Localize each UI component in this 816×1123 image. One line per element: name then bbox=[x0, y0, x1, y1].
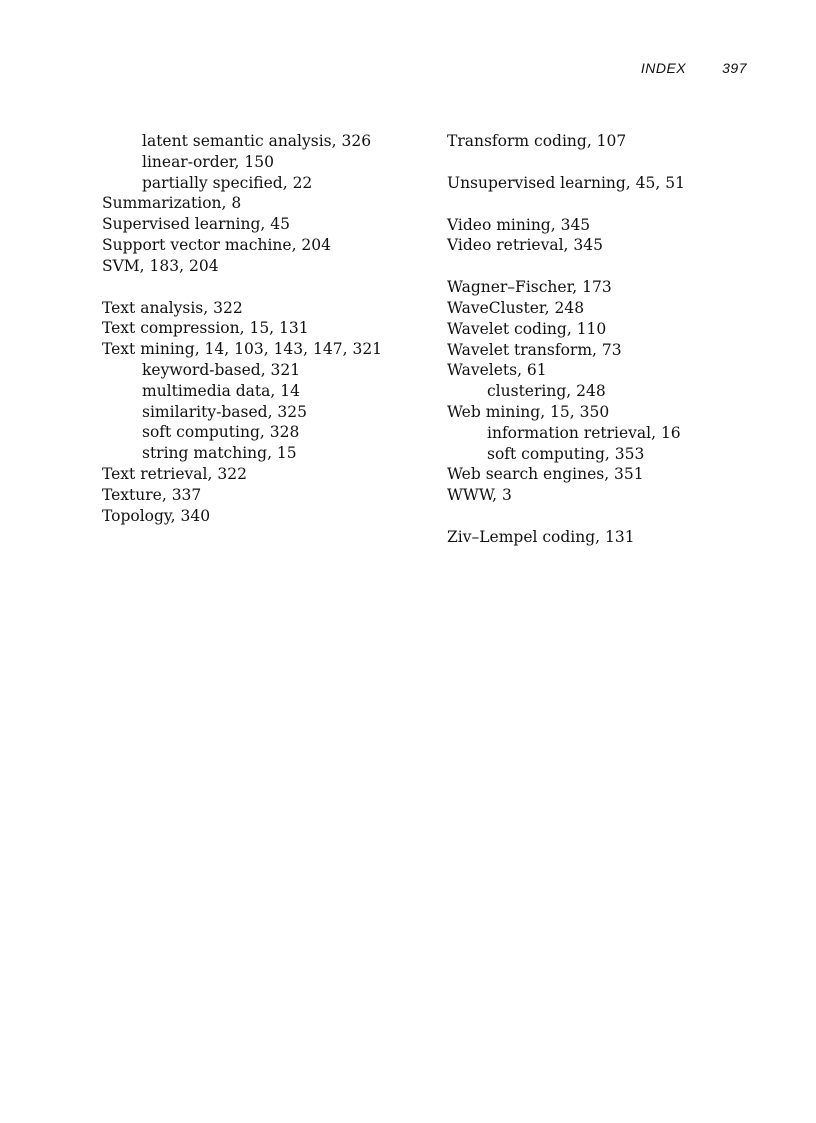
index-entry: Texture, 337 bbox=[102, 485, 202, 504]
index-entry: Wavelets, 61 bbox=[447, 361, 547, 380]
index-entry: Summarization, 8 bbox=[102, 194, 242, 213]
section-title: INDEX bbox=[640, 60, 687, 76]
index-subentry: keyword-based, 321 bbox=[142, 360, 301, 379]
index-entry: Wavelet transform, 73 bbox=[447, 340, 622, 359]
index-entry: Text analysis, 322 bbox=[102, 298, 243, 317]
index-entry: Support vector machine, 204 bbox=[102, 235, 332, 254]
index-subentry: multimedia data, 14 bbox=[142, 381, 300, 400]
index-entry: Wavelet coding, 110 bbox=[447, 319, 607, 338]
index-entry: Supervised learning, 45 bbox=[102, 215, 290, 234]
index-entry: Wagner–Fischer, 173 bbox=[447, 278, 612, 297]
index-subentry: similarity-based, 325 bbox=[142, 402, 308, 421]
index-column-left bbox=[102, 131, 382, 526]
index-entry: Web search engines, 351 bbox=[447, 465, 644, 484]
index-subentry: linear-order, 150 bbox=[142, 152, 274, 171]
index-entry: Topology, 340 bbox=[102, 506, 211, 525]
index-entry: WWW, 3 bbox=[447, 486, 512, 505]
index-subentry: clustering, 248 bbox=[487, 382, 606, 401]
index-column-right bbox=[447, 131, 685, 548]
index-entry: Ziv–Lempel coding, 131 bbox=[447, 527, 635, 546]
running-header bbox=[641, 60, 747, 76]
index-entry: Video mining, 345 bbox=[447, 215, 591, 234]
index-subentry: string matching, 15 bbox=[142, 444, 297, 463]
index-entry: Text compression, 15, 131 bbox=[102, 319, 309, 338]
index-entry: Web mining, 15, 350 bbox=[447, 402, 610, 421]
index-subentry: soft computing, 328 bbox=[142, 423, 300, 442]
page-number: 397 bbox=[722, 60, 747, 76]
index-subentry: soft computing, 353 bbox=[487, 444, 645, 463]
index-entry: Video retrieval, 345 bbox=[447, 236, 603, 255]
index-entry: Unsupervised learning, 45, 51 bbox=[447, 173, 685, 192]
index-entry: Transform coding, 107 bbox=[447, 132, 627, 150]
index-subentry: information retrieval, 16 bbox=[487, 423, 681, 442]
index-entry: Text mining, 14, 103, 143, 147, 321 bbox=[102, 340, 383, 359]
index-entry: SVM, 183, 204 bbox=[102, 256, 219, 275]
index-entry: Text retrieval, 322 bbox=[102, 464, 247, 483]
index-subentry: partially specified, 22 bbox=[142, 173, 313, 192]
index-subentry: latent semantic analysis, 326 bbox=[142, 132, 372, 150]
index-entry: WaveCluster, 248 bbox=[447, 298, 585, 317]
